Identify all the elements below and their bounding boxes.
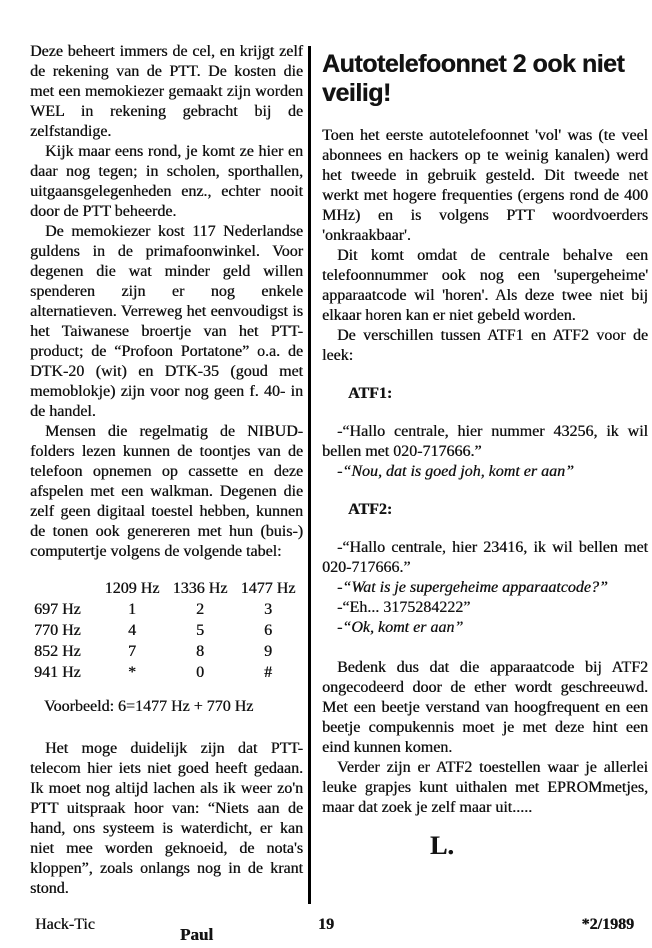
dtmf-key-cell: 3 [264,601,272,618]
dtmf-key-cell: 7 [128,643,136,660]
atf2-heading: ATF2: [348,501,393,518]
body-paragraph: De memokiezer kost 117 Nederlandse guldens in de primafoonwinkel. Voor degenen die wat minder geld willen spenderen zijn er nog enkele alternatieven. Verreweg het eenvoudigst is het Taiwanese broertje van het PTT-product; de “Profoon Portatone” o.a. de DTK-20 (wit) en DTK-35 (goud met memoblokje) zijn voor nog geen f. 40- in de handel. [30,223,303,420]
article-title: Autotelefoonnet 2 ook niet veilig! [322,50,625,107]
dtmf-corner-cell [34,578,98,599]
body-paragraph: Kijk maar eens rond, je komt ze hier en daar nog tegen; in scholen, sporthallen, uitgaansgelegenheden enz., echter nooit door de PTT beheerde. [30,143,303,220]
body-paragraph: Mensen die regelmatig de NIBUD-folders lezen kunnen de toontjes van de telefoon opnemen op cassette en deze afspelen met een walkman. Degenen die zelf geen digitaal toestel hebben, kunnen de tonen ook genereren met hun (buis-) computertje volgens de volgende tabel: [30,423,303,560]
dtmf-row-label: 697 Hz [34,601,81,618]
author-signature: L. [430,831,454,860]
dialog-line: -“Hallo centrale, hier nummer 43256, ik wil bellen met 020-717666.” [322,423,648,460]
page-number: 19 [318,916,334,933]
atf1-heading: ATF1: [348,385,393,402]
body-paragraph: Deze beheert immers de cel, en krijgt zelf de rekening van de PTT. De kosten die met een memokiezer gemaakt zijn worden WEL in rekening gebracht bij de zelfstandige. [30,43,303,140]
dtmf-frequency-table [34,578,302,683]
dtmf-key-cell: 8 [196,643,204,660]
dtmf-key-cell: 5 [196,622,204,639]
dtmf-row-label: 770 Hz [34,622,81,639]
body-paragraph: Verder zijn er ATF2 toestellen waar je allerlei leuke grapjes kunt uithalen met EPROMmetjes, maar dat zoek je zelf maar uit..... [322,759,648,816]
dtmf-row-label: 941 Hz [34,664,81,681]
magazine-name: Hack-Tic [35,916,95,933]
dtmf-key-cell: 1 [128,601,136,618]
table-header-row [34,578,302,599]
left-column [30,42,303,945]
dialog-line-reply: -“Wat is je supergeheime apparaatcode?” [337,579,608,596]
body-paragraph: Het moge duidelijk zijn dat PTT-telecom hier iets niet goed heeft gedaan. Ik moet nog altijd lachen als ik weer zo'n PTT uitspraak hoor van: “Niets aan de hand, ons systeem is waterdicht, er kan niet mee worden geknoeid, de nota's kloppen”, zoals onlangs nog in de krant stond. [30,740,303,897]
dialog-line-reply: -“Ok, komt er aan” [337,619,464,636]
dtmf-example-line: Voorbeeld: 6=1477 Hz + 770 Hz [44,698,254,715]
page-footer [0,915,652,939]
dtmf-key-cell: # [264,664,272,681]
dtmf-key-cell: 9 [264,643,272,660]
column-divider [308,46,311,904]
dtmf-col-header: 1209 Hz [104,580,160,597]
body-paragraph: Bedenk dus dat die apparaatcode bij ATF2 ongecodeerd door de ether wordt geschreeuwd. Met een beetje verstand van hoogfrequent en een beetje compukennis moet je met deze hint een eind kunnen komen. [322,659,648,756]
dtmf-key-cell: 4 [128,622,136,639]
body-paragraph: Dit komt omdat de centrale behalve een telefoonnummer ook nog een 'supergeheime' apparaatcode wil 'horen'. Als deze twee niet bij elkaar horen kan er niet gebeld worden. [322,247,648,324]
dtmf-col-header: 1477 Hz [240,580,296,597]
table-row [34,620,302,641]
dialog-line: -“Hallo centrale, hier 23416, ik wil bellen met 020-717666.” [322,539,648,576]
body-paragraph: Toen het eerste autotelefoonnet 'vol' was (te veel abonnees en hackers op te weinig kanalen) werd het tweede in gebruik gesteld. Dit tweede net werkt met hogere frequenties (ergens rond de 400 MHz) en is volgens PTT woordvoerders 'onkraakbaar'. [322,127,648,244]
table-row [34,599,302,620]
dtmf-key-cell: 6 [264,622,272,639]
body-paragraph: De verschillen tussen ATF1 en ATF2 voor de leek: [322,327,648,364]
dialog-line-reply: -“Nou, dat is goed joh, komt er aan” [337,463,574,480]
dtmf-key-cell: 0 [196,664,204,681]
dtmf-col-header: 1336 Hz [172,580,228,597]
author-signature: Paul [180,925,214,944]
dtmf-key-cell: 2 [196,601,204,618]
dtmf-row-label: 852 Hz [34,643,81,660]
table-row [34,662,302,683]
dialog-line: -“Eh... 3175284222” [337,599,471,616]
dtmf-key-cell: * [128,664,136,681]
right-column [322,50,648,860]
table-row [34,641,302,662]
issue-number: *2/1989 [581,916,634,933]
